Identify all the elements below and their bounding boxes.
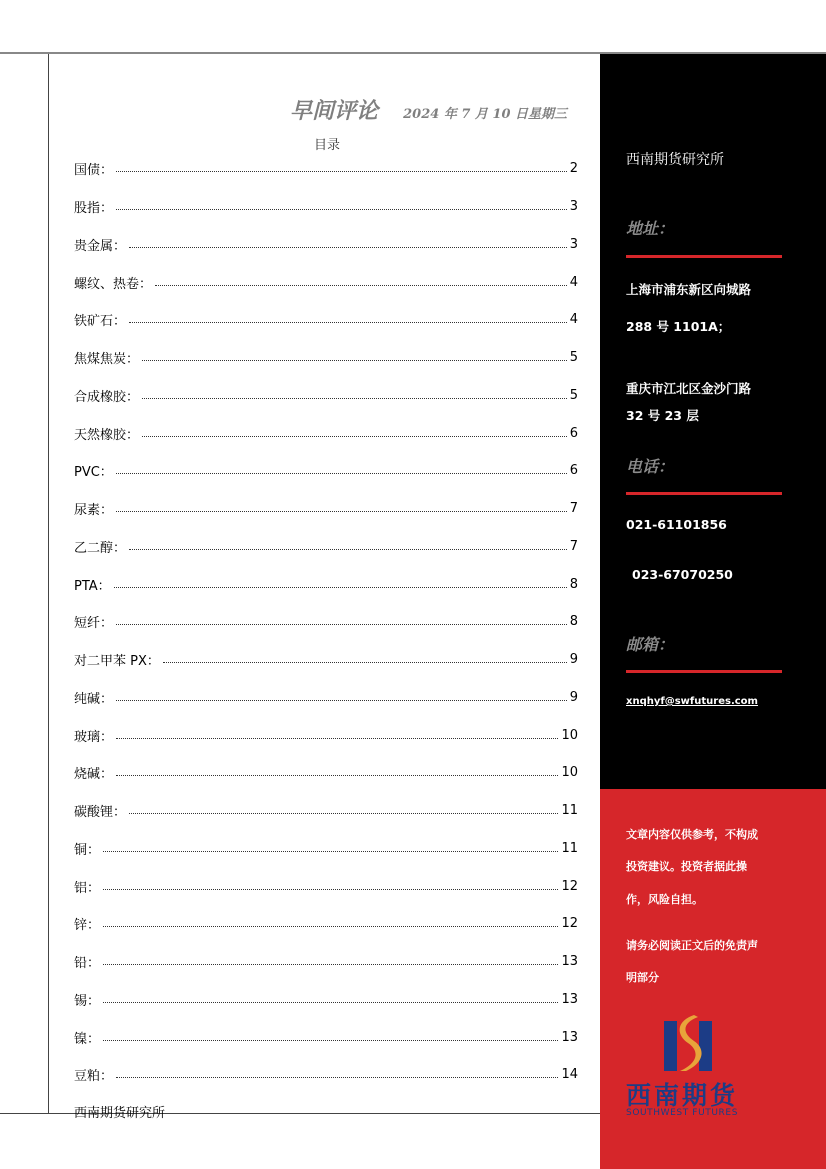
- toc-entry[interactable]: [74, 830, 578, 868]
- phone-2: 023-67070250: [632, 567, 733, 582]
- disclaimer-line-1: 文章内容仅供参考，不构成: [626, 828, 758, 841]
- toc-leader-dots: [103, 916, 558, 927]
- toc-leader-dots: [116, 463, 567, 474]
- toc-entry-page: 7: [569, 538, 578, 554]
- toc-entry[interactable]: [74, 452, 578, 490]
- toc-entry[interactable]: [74, 414, 578, 452]
- address-line-2: 288 号 1101A；: [626, 319, 731, 334]
- toc-leader-dots: [116, 501, 567, 512]
- toc-entry-label: 尿素：: [74, 503, 114, 519]
- toc-entry-label: 螺纹、热卷：: [74, 276, 153, 292]
- toc-entry-label: 铅：: [74, 956, 101, 972]
- toc-entry-label: PVC：: [74, 465, 113, 481]
- left-rule: [48, 54, 49, 1114]
- toc-entry[interactable]: [74, 679, 578, 717]
- toc-entry-label: 纯碱：: [74, 691, 114, 707]
- toc-entry-page: 8: [569, 614, 578, 630]
- toc-leader-dots: [116, 161, 567, 172]
- toc-entry[interactable]: [74, 641, 578, 679]
- toc-leader-dots: [155, 275, 567, 286]
- table-of-contents: [74, 150, 578, 1094]
- toc-entry-label: 锡：: [74, 993, 101, 1009]
- logo-chinese-name: 西南期货: [626, 1081, 739, 1110]
- toc-entry[interactable]: [74, 981, 578, 1019]
- toc-entry[interactable]: [74, 150, 578, 188]
- toc-heading: 目录: [314, 138, 341, 153]
- toc-leader-dots: [103, 879, 558, 890]
- toc-leader-dots: [116, 199, 567, 210]
- toc-entry-page: 8: [569, 576, 578, 592]
- toc-entry-page: 13: [561, 954, 578, 970]
- toc-leader-dots: [114, 577, 567, 588]
- footer-org: 西南期货研究所: [74, 1106, 166, 1121]
- toc-entry-label: 铁矿石：: [74, 314, 127, 330]
- toc-entry[interactable]: [74, 792, 578, 830]
- toc-entry-label: 铝：: [74, 880, 101, 896]
- toc-entry-label: 短纤：: [74, 616, 114, 632]
- email-heading: 邮箱：: [626, 635, 675, 654]
- disclaimer-line-2: 投资建议。投资者据此操: [626, 860, 747, 873]
- phone-divider: [626, 492, 782, 495]
- toc-leader-dots: [116, 690, 567, 701]
- toc-entry-page: 9: [569, 689, 578, 705]
- toc-entry[interactable]: [74, 490, 578, 528]
- sidebar-org-name: 西南期货研究所: [626, 152, 724, 168]
- notice-line-2: 明部分: [626, 971, 659, 984]
- toc-leader-dots: [163, 652, 567, 663]
- toc-entry-page: 13: [561, 1029, 578, 1045]
- report-date: 2024 年 7 月 10 日星期三: [403, 107, 568, 122]
- toc-entry-page: 4: [569, 274, 578, 290]
- toc-entry-page: 13: [561, 991, 578, 1007]
- toc-entry-page: 4: [569, 312, 578, 328]
- toc-entry[interactable]: [74, 1018, 578, 1056]
- email-link[interactable]: xnqhyf@swfutures.com: [626, 696, 758, 707]
- report-header: [290, 94, 567, 125]
- toc-entry-page: 11: [561, 840, 578, 856]
- toc-entry[interactable]: [74, 905, 578, 943]
- toc-entry-label: 玻璃：: [74, 729, 114, 745]
- toc-entry[interactable]: [74, 565, 578, 603]
- toc-entry-label: 国债：: [74, 163, 114, 179]
- toc-leader-dots: [103, 1030, 558, 1041]
- toc-entry[interactable]: [74, 301, 578, 339]
- toc-entry-page: 11: [561, 803, 578, 819]
- phone-heading: 电话：: [626, 457, 675, 476]
- toc-entry[interactable]: [74, 188, 578, 226]
- toc-entry-page: 7: [569, 501, 578, 517]
- address-divider: [626, 255, 782, 258]
- toc-entry-label: 贵金属：: [74, 238, 127, 254]
- toc-entry-page: 6: [569, 425, 578, 441]
- toc-leader-dots: [116, 728, 558, 739]
- toc-entry-label: 合成橡胶：: [74, 389, 140, 405]
- disclaimer-line-3: 作，风险自担。: [626, 893, 703, 906]
- toc-entry-page: 5: [569, 387, 578, 403]
- toc-leader-dots: [116, 614, 567, 625]
- toc-entry-page: 3: [569, 236, 578, 252]
- toc-entry-label: 乙二醇：: [74, 540, 127, 556]
- toc-entry-page: 10: [561, 727, 578, 743]
- toc-entry-label: 镍：: [74, 1031, 101, 1047]
- toc-entry-label: 天然橡胶：: [74, 427, 140, 443]
- toc-entry[interactable]: [74, 1056, 578, 1094]
- toc-entry-page: 12: [561, 878, 578, 894]
- notice-line-1: 请务必阅读正文后的免责声: [626, 939, 758, 952]
- toc-leader-dots: [129, 803, 558, 814]
- toc-leader-dots: [103, 841, 558, 852]
- toc-entry-label: 碳酸锂：: [74, 805, 127, 821]
- toc-entry-label: 锌：: [74, 918, 101, 934]
- address-line-4: 32 号 23 层: [626, 408, 699, 423]
- toc-entry[interactable]: [74, 603, 578, 641]
- toc-entry-label: 烧碱：: [74, 767, 114, 783]
- address-heading: 地址：: [626, 219, 675, 238]
- toc-entry-label: 对二甲苯 PX：: [74, 654, 160, 670]
- report-title: 早间评论: [290, 98, 379, 124]
- toc-entry-page: 14: [561, 1067, 578, 1083]
- toc-entry[interactable]: [74, 754, 578, 792]
- toc-entry-page: 12: [561, 916, 578, 932]
- toc-leader-dots: [142, 426, 567, 437]
- southwest-futures-logo-icon: [664, 1015, 712, 1071]
- toc-entry[interactable]: [74, 263, 578, 301]
- toc-leader-dots: [142, 350, 567, 361]
- email-divider: [626, 670, 782, 673]
- address-line-3: 重庆市江北区金沙门路: [626, 381, 752, 396]
- toc-entry-page: 3: [569, 199, 578, 215]
- toc-entry-page: 5: [569, 350, 578, 366]
- toc-entry-label: 焦煤焦炭：: [74, 352, 140, 368]
- toc-entry[interactable]: [74, 716, 578, 754]
- phone-1: 021-61101856: [626, 517, 727, 532]
- toc-leader-dots: [142, 388, 567, 399]
- toc-leader-dots: [116, 1067, 558, 1078]
- toc-entry[interactable]: [74, 226, 578, 264]
- logo-english-name: SOUTHWEST FUTURES: [626, 1108, 739, 1118]
- toc-entry-page: 9: [569, 652, 578, 668]
- toc-entry[interactable]: [74, 867, 578, 905]
- toc-entry[interactable]: [74, 377, 578, 415]
- toc-leader-dots: [129, 539, 567, 550]
- toc-leader-dots: [103, 992, 558, 1003]
- toc-entry-page: 6: [569, 463, 578, 479]
- toc-entry[interactable]: [74, 943, 578, 981]
- toc-entry-label: 豆粕：: [74, 1069, 114, 1085]
- toc-leader-dots: [129, 312, 567, 323]
- toc-leader-dots: [103, 954, 558, 965]
- toc-entry[interactable]: [74, 528, 578, 566]
- address-line-1: 上海市浦东新区向城路: [626, 282, 752, 297]
- toc-entry-page: 10: [561, 765, 578, 781]
- toc-entry-label: PTA：: [74, 578, 111, 594]
- toc-entry-label: 铜：: [74, 842, 101, 858]
- toc-leader-dots: [116, 765, 558, 776]
- toc-entry-page: 2: [569, 161, 578, 177]
- toc-leader-dots: [129, 237, 567, 248]
- toc-entry-label: 股指：: [74, 201, 114, 217]
- toc-entry[interactable]: [74, 339, 578, 377]
